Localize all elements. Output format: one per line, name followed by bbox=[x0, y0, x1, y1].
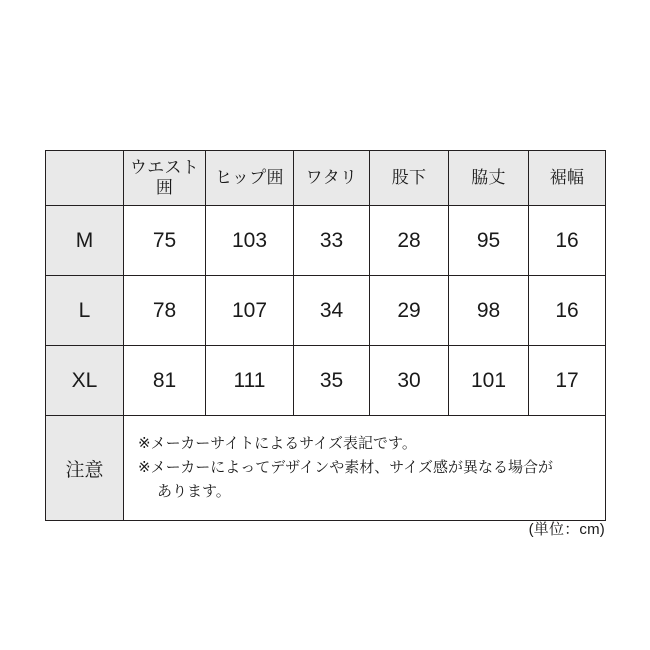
row-size-label: XL bbox=[46, 346, 124, 416]
cell-waist: 75 bbox=[124, 206, 206, 276]
cell-sidelength: 98 bbox=[449, 276, 529, 346]
table-row bbox=[46, 206, 606, 276]
cell-waist: 81 bbox=[124, 346, 206, 416]
cell-hip: 111 bbox=[206, 346, 294, 416]
cell-sidelength: 101 bbox=[449, 346, 529, 416]
note-label: 注意 bbox=[46, 416, 124, 521]
note-line-3: あります。 bbox=[157, 483, 231, 501]
column-header-hip: ヒップ囲 bbox=[206, 151, 294, 206]
note-line-1: ※メーカーサイトによるサイズ表記です。 bbox=[138, 434, 417, 452]
table-header-row bbox=[46, 151, 606, 206]
cell-watari: 33 bbox=[294, 206, 370, 276]
column-header-hemwidth: 裾幅 bbox=[529, 151, 606, 206]
row-size-label: L bbox=[46, 276, 124, 346]
cell-waist: 78 bbox=[124, 276, 206, 346]
size-table-container bbox=[45, 150, 605, 521]
cell-hemwidth: 17 bbox=[529, 346, 606, 416]
cell-sidelength: 95 bbox=[449, 206, 529, 276]
cell-hip: 103 bbox=[206, 206, 294, 276]
column-header-watari: ワタリ bbox=[294, 151, 370, 206]
table-corner-cell bbox=[46, 151, 124, 206]
column-header-inseam: 股下 bbox=[370, 151, 449, 206]
cell-hemwidth: 16 bbox=[529, 276, 606, 346]
column-header-waist: ウエスト囲 bbox=[124, 151, 206, 206]
table-row bbox=[46, 346, 606, 416]
unit-note: (単位：cm) bbox=[528, 521, 605, 538]
row-size-label: M bbox=[46, 206, 124, 276]
size-table bbox=[45, 150, 606, 521]
table-row bbox=[46, 276, 606, 346]
cell-inseam: 29 bbox=[370, 276, 449, 346]
table-note-row bbox=[46, 416, 606, 521]
note-body bbox=[124, 416, 606, 521]
cell-watari: 34 bbox=[294, 276, 370, 346]
cell-hip: 107 bbox=[206, 276, 294, 346]
cell-watari: 35 bbox=[294, 346, 370, 416]
column-header-sidelength: 脇丈 bbox=[449, 151, 529, 206]
cell-inseam: 30 bbox=[370, 346, 449, 416]
note-line-2: ※メーカーによってデザインや素材、サイズ感が異なる場合が bbox=[138, 458, 554, 476]
cell-hemwidth: 16 bbox=[529, 206, 606, 276]
cell-inseam: 28 bbox=[370, 206, 449, 276]
